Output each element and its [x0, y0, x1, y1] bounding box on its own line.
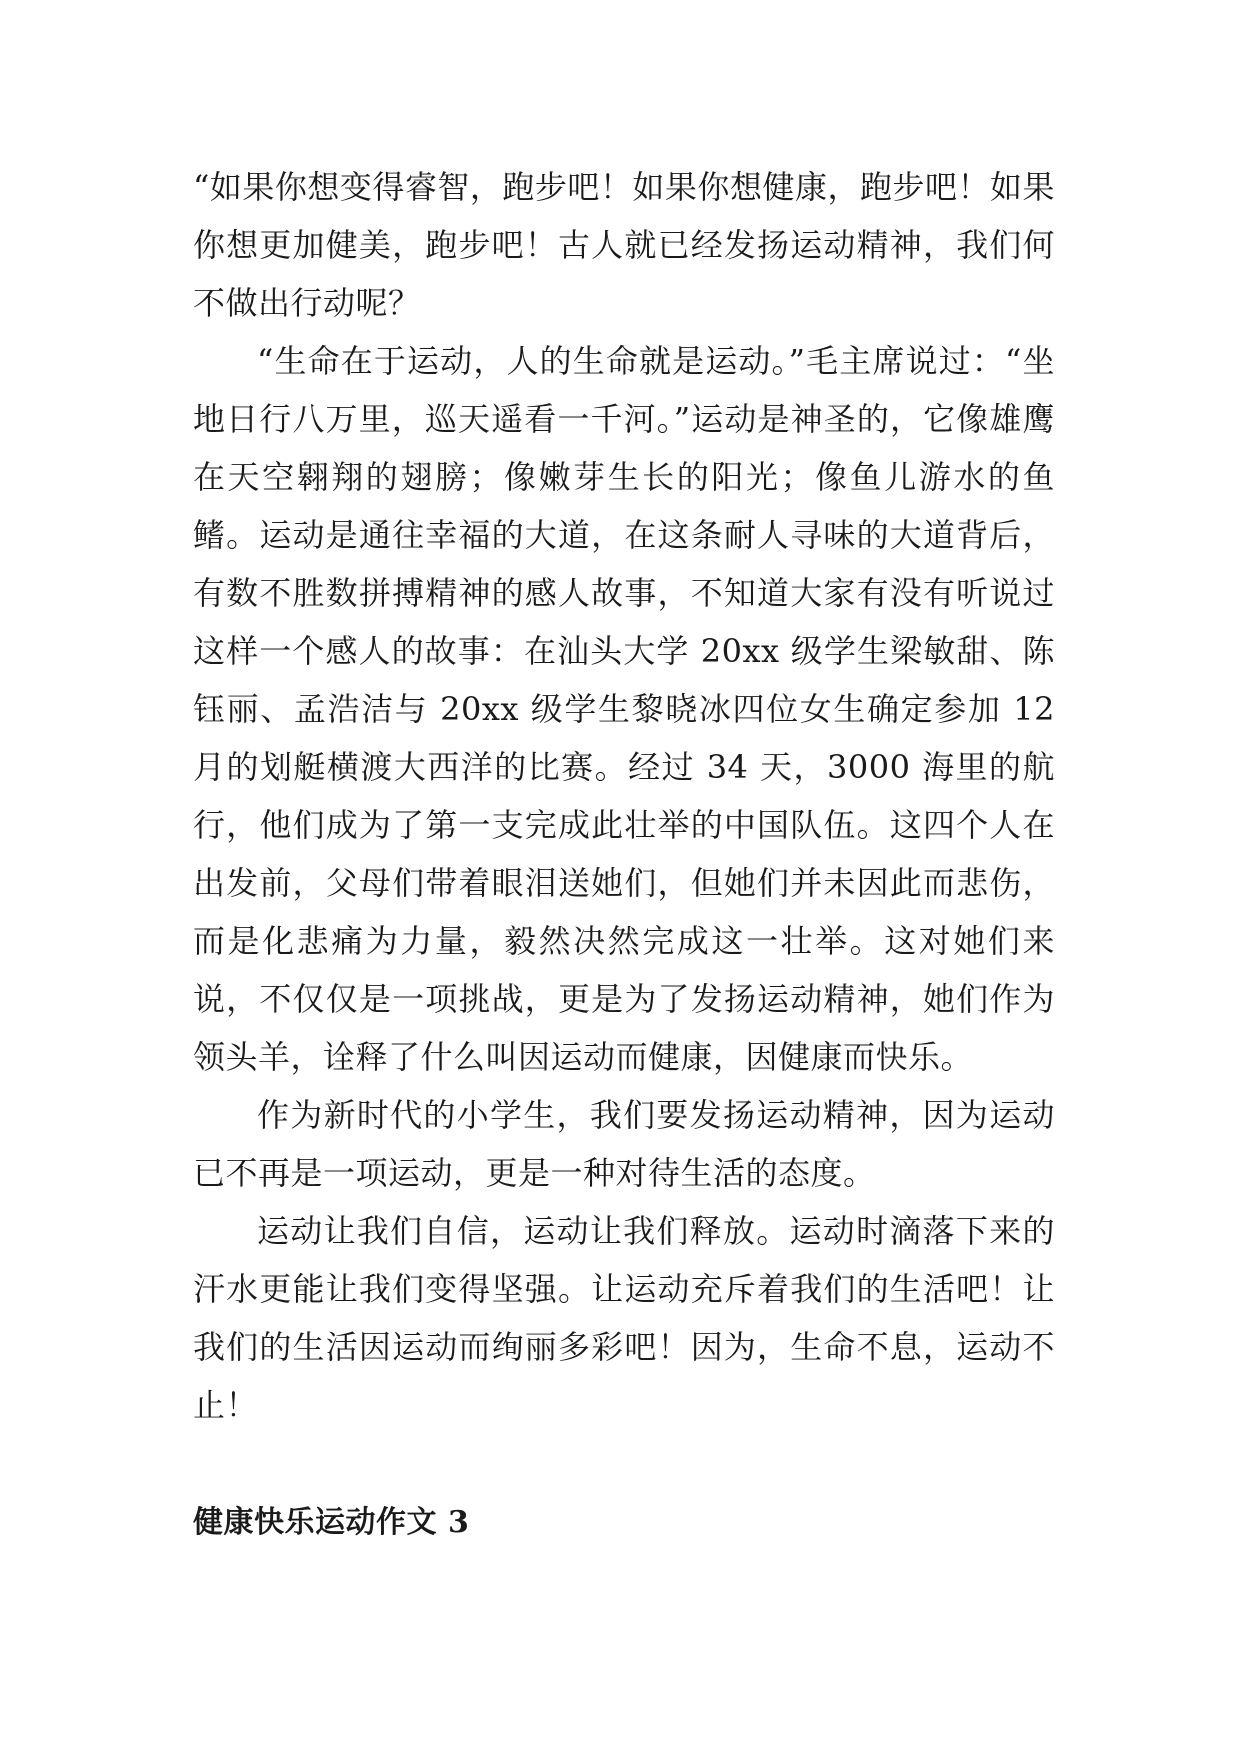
section-title: 健康快乐运动作文 3 — [193, 1505, 470, 1540]
document-body — [193, 158, 1055, 1434]
paragraph-4: 运动让我们自信，运动让我们释放。运动时滴落下来的汗水更能让我们变得坚强。让运动充斥着我们的生活吧！让我们的生活因运动而绚丽多彩吧！因为，生命不息，运动不止！ — [193, 1212, 1055, 1424]
paragraph-1: “如果你想变得睿智，跑步吧！如果你想健康，跑步吧！如果你想更加健美，跑步吧！古人就已经发扬运动精神，我们何不做出行动呢？ — [193, 168, 1055, 322]
paragraph-3: 作为新时代的小学生，我们要发扬运动精神，因为运动已不再是一项运动，更是一种对待生活的态度。 — [193, 1096, 1055, 1192]
paragraph-2: “生命在于运动，人的生命就是运动。”毛主席说过：“坐地日行八万里，巡天遥看一千河。”运动是神圣的，它像雄鹰在天空翱翔的翅膀；像嫩芽生长的阳光；像鱼儿游水的鱼鳍。运动是通往幸福的大道，在这条耐人寻味的大道背后，有数不胜数拼搏精神的感人故事，不知道大家有没有听说过这样一个感人的故事：在汕头大学 20xx 级学生梁敏甜、陈钰丽、孟浩洁与 20xx 级学生黎晓冰四位女生确定参加 12 月的划艇横渡大西洋的比赛。经过 34 天，3000 海里的航行，他们成为了第一支完成此壮举的中国队伍。这四个人在出发前，父母们带着眼泪送她们，但她们并未因此而悲伤，而是化悲痛为力量，毅然决然完成这一壮举。这对她们来说，不仅仅是一项挑战，更是为了发扬运动精神，她们作为领头羊，诠释了什么叫因运动而健康，因健康而快乐。 — [193, 342, 1055, 1076]
